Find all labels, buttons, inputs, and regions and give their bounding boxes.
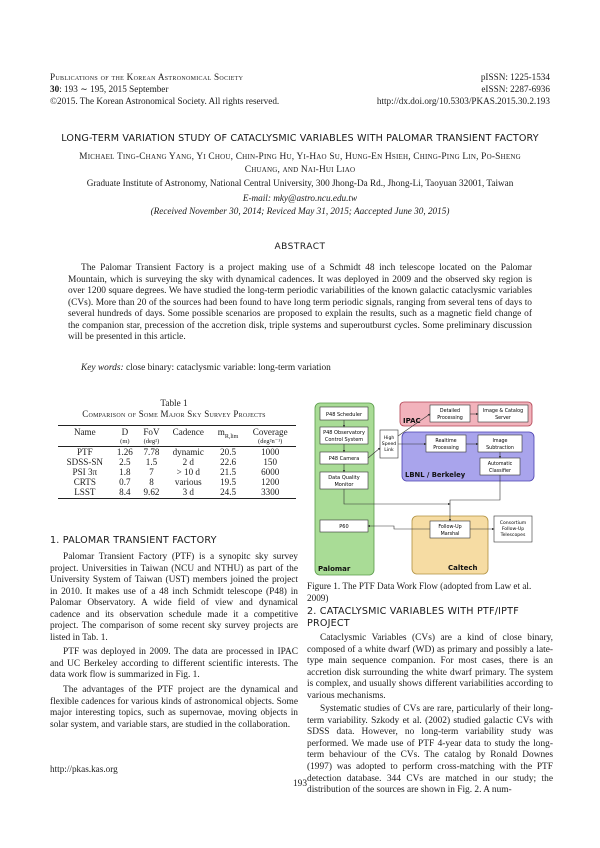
- table-cell: 19.5: [220, 477, 237, 488]
- svg-text:Image & Catalog: Image & Catalog: [482, 409, 524, 414]
- table-row: [58, 467, 296, 477]
- journal-header-right: [377, 71, 550, 108]
- doi-link[interactable]: http://dx.doi.org/10.5303/PKAS.2015.30.2.193: [376, 96, 550, 107]
- figure-caption-text: The PTF Data Work Flow (adopted from Law et al. 2009): [307, 581, 532, 603]
- table-cell: 3 d: [182, 487, 194, 498]
- section-2-heading: 2. CATACLYSMIC VARIABLES WITH PTF/IPTF PROJECT: [307, 606, 519, 629]
- table-header-row: [58, 426, 296, 447]
- table-cell: 1.26: [116, 446, 133, 457]
- paragraph: PTF was deployed in 2009. The data are processed in IPAC and UC Berkeley according to different scientific interests. The data work flow is summarized in Fig. 1.: [50, 647, 298, 681]
- keywords-label: Key words:: [81, 363, 124, 373]
- table-row: [58, 487, 296, 498]
- keywords: [68, 363, 532, 375]
- figure-caption: [307, 581, 553, 604]
- svg-text:Detailed: Detailed: [439, 409, 461, 414]
- volume-number: 30: [50, 84, 60, 95]
- journal-name: Publications of the Korean Astronomical Society: [50, 72, 244, 82]
- svg-text:P48 Camera: P48 Camera: [328, 456, 360, 462]
- col-header-mlim: $m_{R,lim}$: [217, 427, 239, 440]
- svg-text:Classifier: Classifier: [489, 469, 511, 474]
- table-cell: 7: [149, 466, 154, 477]
- svg-text:Speed: Speed: [381, 442, 397, 447]
- table-cell: 3300: [261, 487, 280, 498]
- svg-text:Image: Image: [492, 439, 508, 444]
- table-cell: PTF: [76, 446, 93, 457]
- table-cell: 21.5: [220, 466, 237, 477]
- table-cell: SDSS-SN: [66, 456, 104, 467]
- table-cell: 2.5: [119, 456, 131, 467]
- section-1-heading: 1. PALOMAR TRANSIENT FACTORY: [50, 535, 217, 546]
- table-cell: 6000: [261, 466, 280, 477]
- label-ipac: IPAC: [403, 417, 421, 425]
- paragraph: Systematic studies of CVs are rare, particularly of their long-term variability. Szkody et al. (2002) studied galactic CVs with SDSS data. However, no long-term variability study was performed. We made use of PTF 4-year data to study the long-term behaviour of the CVs. The catalog by Ronald Downes (1997) was adopted to perform cross-matching with the PTF detection database. 344 CVs are matched in our study; the distribution of the sources are shown in Fig. 2. A num-: [307, 704, 553, 796]
- paragraph: Cataclysmic Variables (CVs) are a kind of close binary, composed of a white dwarf (WD) as primary and possibly a late-type main sequence companion. For most cases, there is an accretion disk surrounding the white dwarf primary. The system is complex, and usually shows different variabilities according to various mechanisms.: [307, 633, 553, 701]
- section-2-body: [307, 633, 553, 799]
- table-cell: dynamic: [172, 446, 204, 457]
- table-cell: 1.8: [119, 466, 131, 477]
- svg-text:Server: Server: [495, 416, 511, 421]
- figure-caption-label: Figure 1.: [307, 581, 341, 591]
- svg-text:Automatic: Automatic: [487, 462, 513, 467]
- svg-text:Realtime: Realtime: [435, 439, 457, 444]
- svg-text:Follow-Up: Follow-Up: [438, 525, 462, 530]
- table-cell: various: [174, 477, 202, 488]
- abstract-heading: ABSTRACT: [274, 242, 326, 252]
- svg-text:Subtraction: Subtraction: [486, 446, 514, 451]
- svg-text:Follow-Up: Follow-Up: [501, 527, 525, 532]
- affiliation: Graduate Institute of Astronomy, National Central University, 300 Jhong-Da Rd., Jhong-Li, Taoyuan 32001, Taiwan: [86, 178, 514, 188]
- col-header-fov: FoV (deg²): [143, 427, 160, 445]
- table-cell: 20.5: [220, 446, 237, 457]
- journal-header-left: [50, 71, 279, 108]
- col-header-cadence: Cadence: [172, 427, 204, 437]
- survey-comparison-table: [58, 425, 296, 499]
- table-cell: 150: [263, 456, 277, 467]
- received-dates: (Received November 30, 2014; Reviced May 31, 2015; Aaccepted June 30, 2015): [150, 206, 450, 216]
- paragraph: The advantages of the PTF project are the dynamical and flexible cadences for various kinds of astronomical objects. Some major interesting topics, such as supernovae, moving objects in solar system, and variable stars, are studied in the collaboration.: [50, 685, 298, 730]
- ptf-workflow-diagram: [314, 400, 536, 578]
- table-label: Table 1: [160, 398, 188, 408]
- table-cell: 1200: [261, 477, 280, 488]
- paragraph: Palomar Transient Factory (PTF) is a synopitc sky survey project. Universities in Taiwan (NCU and NTHU) as part of the University System of Taiwan (UST) members joined the project in 2010. It makes use of a 48 inch Schmidt telescope (P48) in Palomar Observatory. A wide field of view and dynamical cadence and its observation schedule made it a competitive project. The comparison of some recent sky survey projects are listed in Tab. 1.: [50, 552, 298, 643]
- table-cell: 1000: [261, 446, 280, 457]
- paper-title: LONG-TERM VARIATION STUDY OF CATACLYSMIC VARIABLES WITH PALOMAR TRANSIENT FACTORY: [61, 133, 539, 144]
- svg-text:Control System: Control System: [324, 437, 364, 443]
- table-row: [58, 446, 296, 457]
- label-palomar: Palomar: [318, 565, 351, 573]
- table-cell: 8: [149, 477, 154, 488]
- svg-text:P48 Scheduler: P48 Scheduler: [326, 412, 362, 418]
- svg-text:Data Quality: Data Quality: [328, 475, 360, 481]
- table-cell: PSI 3π: [72, 466, 98, 477]
- eissn: eISSN: 2287-6936: [481, 84, 550, 95]
- table-cell: 24.5: [220, 487, 237, 498]
- table-cell: 2 d: [182, 456, 194, 467]
- svg-text:Link: Link: [384, 448, 394, 453]
- table-cell: 9.62: [143, 487, 160, 498]
- svg-text:Monitor: Monitor: [334, 482, 354, 488]
- abstract-text: The Palomar Transient Factory is a project making use of a Schmidt 48 inch telescope located on the Palomar Mountain, which is surveying the sky with dynamical cadences. It was deployed in 2009 and the observed sky region is over 1200 square degrees. We have studied the long-term periodic variabilities of the known galactic cataclysmic variables (CVs). More than 20 of the sources had been found to have long term periodic signals, ranging from several tens of days to several hundreds of days. Some possible scenarios are proposed to explain the results, such as a magnetic field change of the companion star, precession of the accretion disk, triple systems and superoutburst cycles. Some preliminary discussion will be presented in this article.: [68, 263, 532, 343]
- author-line-1: Michael Ting-Chang Yang, Yi Chou, Chin-Ping Hu, Yi-Hao Su, Hung-En Hsieh, Ching-Ping Lin, Po-Sheng: [79, 152, 521, 162]
- table-cell: 1.5: [145, 456, 158, 467]
- svg-text:P48 Observatory: P48 Observatory: [323, 430, 365, 436]
- author-email[interactable]: E-mail: mky@astro.ncu.edu.tw: [242, 193, 358, 203]
- svg-text:Processing: Processing: [437, 416, 463, 421]
- table-cell: 7.78: [143, 446, 160, 457]
- svg-text:P60: P60: [339, 524, 349, 530]
- table-cell: 8.4: [119, 487, 131, 498]
- col-header-diameter: D (m): [120, 427, 130, 445]
- page-number: 193: [292, 779, 308, 789]
- svg-text:Processing: Processing: [433, 446, 459, 451]
- label-lbnl: LBNL / Berkeley: [405, 471, 466, 479]
- author-line-2: Chuang, and Nai-Hui Liao: [244, 164, 356, 175]
- volume-pages: : 193 ∼ 195, 2015 September: [59, 84, 169, 95]
- copyright-notice: ©2015. The Korean Astronomical Society. All rights reserved.: [50, 96, 280, 107]
- table-cell: CRTS: [73, 477, 96, 488]
- author-list: [56, 151, 544, 176]
- table-row: [58, 477, 296, 487]
- section-1-body: [50, 552, 298, 734]
- table-caption: Comparison of Some Major Sky Survey Projects: [82, 409, 266, 419]
- svg-text:High: High: [383, 436, 395, 441]
- journal-volume: [50, 83, 279, 95]
- keywords-list: close binary: cataclysmic variable: long-term variation: [125, 363, 331, 373]
- table-cell: 22.6: [220, 456, 237, 467]
- col-header-coverage: Coverage (deg²n⁻¹): [252, 427, 288, 445]
- table-cell: 0.7: [119, 477, 131, 488]
- label-caltech: Caltech: [448, 564, 478, 572]
- table-cell: > 10 d: [176, 466, 200, 477]
- table-row: [58, 457, 296, 467]
- footer-url[interactable]: http://pkas.kas.org: [50, 764, 118, 774]
- table-cell: LSST: [74, 487, 96, 498]
- svg-text:Consortium: Consortium: [499, 521, 527, 526]
- svg-text:Telescopes: Telescopes: [500, 533, 526, 538]
- col-header-name: Name: [73, 427, 96, 437]
- pissn: pISSN: 1225-1534: [480, 72, 550, 82]
- svg-text:Marshal: Marshal: [440, 532, 460, 537]
